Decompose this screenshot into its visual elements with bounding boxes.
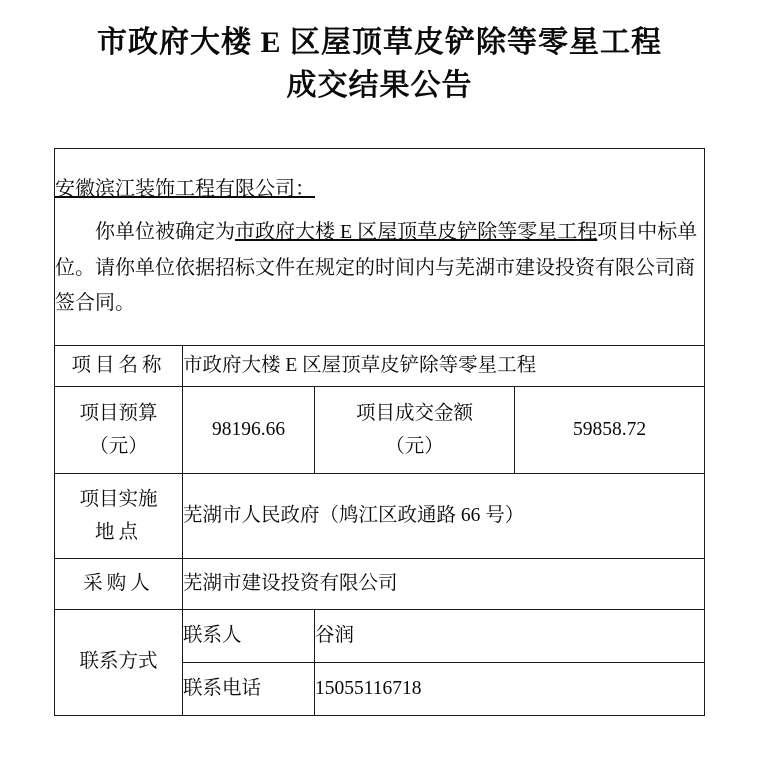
table-row-project-name	[55, 346, 705, 387]
document-title	[0, 0, 759, 107]
title-line-1: 市政府大楼 E 区屋顶草皮铲除等零星工程	[96, 26, 662, 59]
deal-label-line1: 项目成交金额	[355, 402, 473, 424]
table-row-buyer	[55, 559, 705, 610]
budget-label-line1: 项目预算	[79, 402, 158, 424]
buyer-value: 芜湖市建设投资有限公司	[183, 559, 705, 610]
deal-label-line2: （元）	[385, 436, 444, 457]
site-value: 芜湖市人民政府（鸠江区政通路 66 号）	[183, 474, 705, 559]
notice-project: 市政府大楼 E 区屋顶草皮铲除等零星工	[235, 221, 578, 244]
title-line-2: 成交结果公告	[286, 68, 473, 102]
notice-prefix: 你单位被确定为	[95, 221, 235, 244]
project-name-value: 市政府大楼 E 区屋顶草皮铲除等零星工程	[183, 346, 705, 387]
contact-phone-value: 15055116718	[315, 663, 705, 716]
notice-project-cont: 程	[577, 221, 598, 244]
table-row-budget	[55, 387, 705, 474]
notice-paragraph	[55, 215, 704, 322]
deal-value: 59858.72	[515, 387, 705, 474]
contact-label: 联系方式	[55, 610, 183, 716]
contact-phone-label: 联系电话	[183, 663, 315, 716]
table-row-notice	[55, 149, 705, 346]
notice-end: 芜湖市建设投资有限公司商签合同。	[55, 256, 695, 315]
result-table	[54, 148, 705, 716]
contact-person-value: 谷润	[315, 610, 705, 663]
notice-mid: 项目中标单位。请你单位依据招标文件在规定的时间内与	[55, 221, 698, 279]
site-label-line1: 项目实施	[79, 488, 158, 510]
notice-company: 安徽滨江装饰工程有限公司：	[55, 178, 315, 201]
table-row-contact-person	[55, 610, 705, 663]
buyer-label: 采购人	[55, 559, 183, 610]
site-label	[55, 474, 183, 559]
notice-cell	[55, 149, 705, 346]
project-name-label: 项目名称	[55, 346, 183, 387]
budget-value: 98196.66	[183, 387, 315, 474]
site-label-line2: 地点	[94, 522, 142, 543]
deal-label	[315, 387, 515, 474]
budget-label-line2: （元）	[89, 436, 148, 457]
budget-label	[55, 387, 183, 474]
contact-person-label: 联系人	[183, 610, 315, 663]
table-row-site	[55, 474, 705, 559]
